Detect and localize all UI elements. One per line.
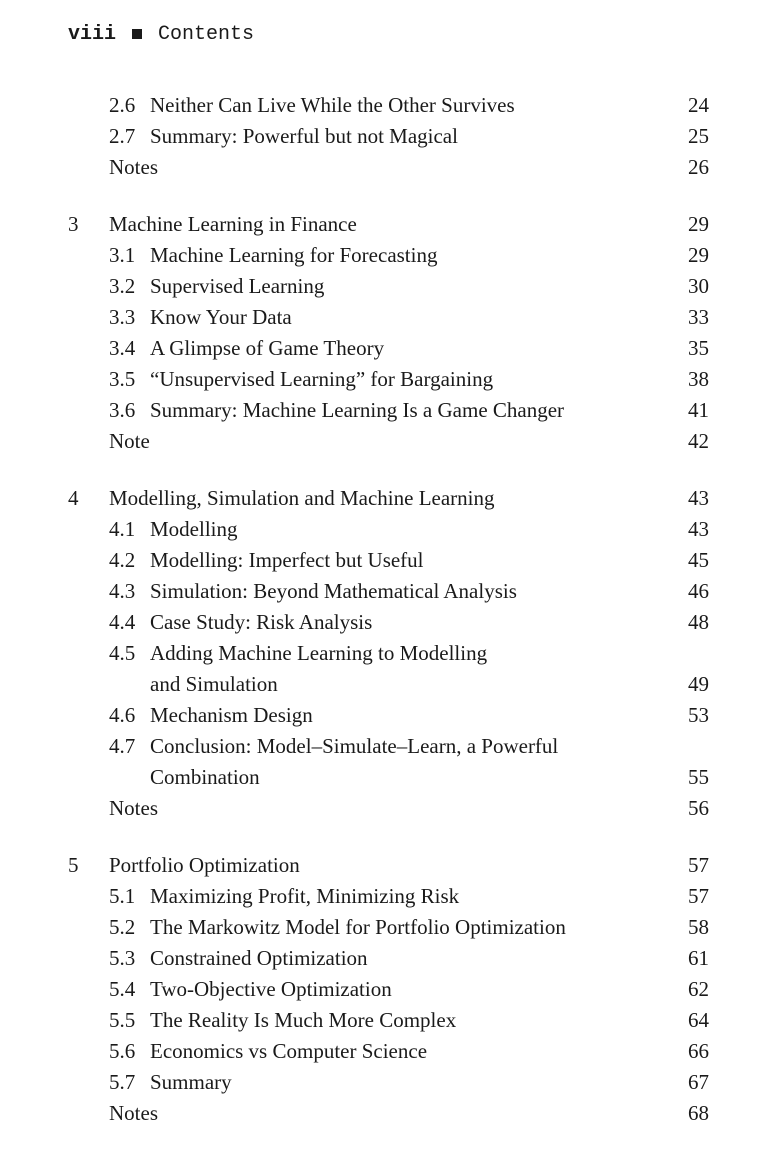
page-number: 30 xyxy=(688,274,709,298)
toc-section-entry xyxy=(0,514,768,545)
page-number: 64 xyxy=(688,1008,709,1032)
section-number: 4.3 xyxy=(109,579,136,603)
entry-title: Two-Objective Optimization xyxy=(150,977,392,1001)
entry-title: Summary: Powerful but not Magical xyxy=(150,124,458,148)
page-number: 42 xyxy=(688,429,709,453)
section-number: 4.1 xyxy=(109,517,136,541)
section-number: 3.1 xyxy=(109,243,136,267)
page-number: 68 xyxy=(688,1101,709,1125)
section-number: 5.4 xyxy=(109,977,136,1001)
toc-section-entry xyxy=(0,271,768,302)
page-number: 41 xyxy=(688,398,709,422)
page-number: 67 xyxy=(688,1070,709,1094)
section-number: 4.7 xyxy=(109,734,136,758)
toc-section-entry xyxy=(0,881,768,912)
entry-title: Economics vs Computer Science xyxy=(150,1039,428,1063)
entry-title: Supervised Learning xyxy=(150,274,325,298)
page-number: 45 xyxy=(688,548,709,572)
page-folio: viii xyxy=(68,22,117,46)
toc-entry-continuation xyxy=(0,669,768,700)
page-number: 25 xyxy=(688,124,709,148)
page-number: 35 xyxy=(688,336,709,360)
section-number: 3.6 xyxy=(109,398,136,422)
entry-title: Modelling xyxy=(150,517,238,541)
toc-section-entry xyxy=(0,395,768,426)
entry-title: Summary xyxy=(150,1070,232,1094)
page-number: 46 xyxy=(688,579,709,603)
page-number: 43 xyxy=(688,486,709,510)
page-number: 66 xyxy=(688,1039,709,1063)
page-number: 53 xyxy=(688,703,709,727)
toc-section-entry xyxy=(0,302,768,333)
section-number: 5.5 xyxy=(109,1008,136,1032)
toc-section-entry xyxy=(0,638,768,669)
chapter-number: 5 xyxy=(68,853,79,877)
entry-title: Case Study: Risk Analysis xyxy=(150,610,373,634)
toc-section-entry xyxy=(0,912,768,943)
section-number: 4.6 xyxy=(109,703,136,727)
entry-title: Neither Can Live While the Other Survives xyxy=(150,93,515,117)
page-number: 56 xyxy=(688,796,709,820)
page-number: 48 xyxy=(688,610,709,634)
toc-section-entry xyxy=(0,1005,768,1036)
toc-notes-entry xyxy=(0,793,768,824)
entry-title: and Simulation xyxy=(150,672,278,696)
page-number: 58 xyxy=(688,915,709,939)
page-number: 43 xyxy=(688,517,709,541)
entry-title: Combination xyxy=(150,765,260,789)
entry-title: Summary: Machine Learning Is a Game Changer xyxy=(150,398,565,422)
toc-section-entry xyxy=(0,731,768,762)
chapter-number: 4 xyxy=(68,486,79,510)
section-number: 5.7 xyxy=(109,1070,136,1094)
section-number: 5.2 xyxy=(109,915,136,939)
section-number: 5.1 xyxy=(109,884,136,908)
chapter-number: 3 xyxy=(68,212,79,236)
entry-title: Adding Machine Learning to Modelling xyxy=(150,641,488,665)
entry-title: The Markowitz Model for Portfolio Optimization xyxy=(150,915,566,939)
toc-section-entry xyxy=(0,1067,768,1098)
toc-notes-entry xyxy=(0,426,768,457)
toc-entry-continuation xyxy=(0,762,768,793)
toc-chapter-entry xyxy=(0,483,768,514)
section-number: 3.5 xyxy=(109,367,136,391)
page-number: 29 xyxy=(688,243,709,267)
page-number: 26 xyxy=(688,155,709,179)
entry-title: The Reality Is Much More Complex xyxy=(150,1008,457,1032)
page-number: 49 xyxy=(688,672,709,696)
entry-title: Machine Learning in Finance xyxy=(109,212,357,236)
section-number: 4.4 xyxy=(109,610,136,634)
page-number: 57 xyxy=(688,884,709,908)
section-number: 2.6 xyxy=(109,93,136,117)
entry-title: “Unsupervised Learning” for Bargaining xyxy=(150,367,494,391)
toc-section-entry xyxy=(0,974,768,1005)
section-number: 3.3 xyxy=(109,305,136,329)
page-number: 33 xyxy=(688,305,709,329)
toc-section-entry xyxy=(0,1036,768,1067)
toc-section-entry xyxy=(0,943,768,974)
entry-title: Conclusion: Model–Simulate–Learn, a Powerful xyxy=(150,734,559,758)
entry-title: Notes xyxy=(109,796,158,820)
page-number: 29 xyxy=(688,212,709,236)
entry-title: Constrained Optimization xyxy=(150,946,368,970)
toc-notes-entry xyxy=(0,152,768,183)
entry-title: Note xyxy=(109,429,150,453)
entry-title: A Glimpse of Game Theory xyxy=(150,336,385,360)
toc-section-entry xyxy=(0,700,768,731)
entry-title: Know Your Data xyxy=(150,305,292,329)
entry-title: Modelling: Imperfect but Useful xyxy=(150,548,424,572)
toc-section-entry xyxy=(0,576,768,607)
page-number: 57 xyxy=(688,853,709,877)
entry-title: Maximizing Profit, Minimizing Risk xyxy=(150,884,460,908)
page-number: 62 xyxy=(688,977,709,1001)
entry-title: Mechanism Design xyxy=(150,703,313,727)
section-number: 3.2 xyxy=(109,274,136,298)
running-head-title: Contents xyxy=(158,22,255,46)
section-number: 3.4 xyxy=(109,336,136,360)
entry-title: Portfolio Optimization xyxy=(109,853,300,877)
toc-section-entry xyxy=(0,364,768,395)
section-number: 2.7 xyxy=(109,124,136,148)
entry-title: Modelling, Simulation and Machine Learning xyxy=(109,486,495,510)
page-number: 38 xyxy=(688,367,709,391)
entry-title: Machine Learning for Forecasting xyxy=(150,243,438,267)
toc-section-entry xyxy=(0,607,768,638)
toc-section-entry xyxy=(0,545,768,576)
toc-chapter-entry xyxy=(0,850,768,881)
toc-section-entry xyxy=(0,90,768,121)
entry-title: Simulation: Beyond Mathematical Analysis xyxy=(150,579,517,603)
page-number: 61 xyxy=(688,946,709,970)
toc-notes-entry xyxy=(0,1098,768,1129)
section-number: 4.2 xyxy=(109,548,136,572)
section-number: 5.6 xyxy=(109,1039,136,1063)
toc-section-entry xyxy=(0,240,768,271)
toc-section-entry xyxy=(0,121,768,152)
entry-title: Notes xyxy=(109,1101,158,1125)
toc-section-entry xyxy=(0,333,768,364)
section-number: 5.3 xyxy=(109,946,136,970)
page-number: 55 xyxy=(688,765,709,789)
entry-title: Notes xyxy=(109,155,158,179)
toc-chapter-entry xyxy=(0,209,768,240)
section-number: 4.5 xyxy=(109,641,136,665)
page-number: 24 xyxy=(688,93,709,117)
